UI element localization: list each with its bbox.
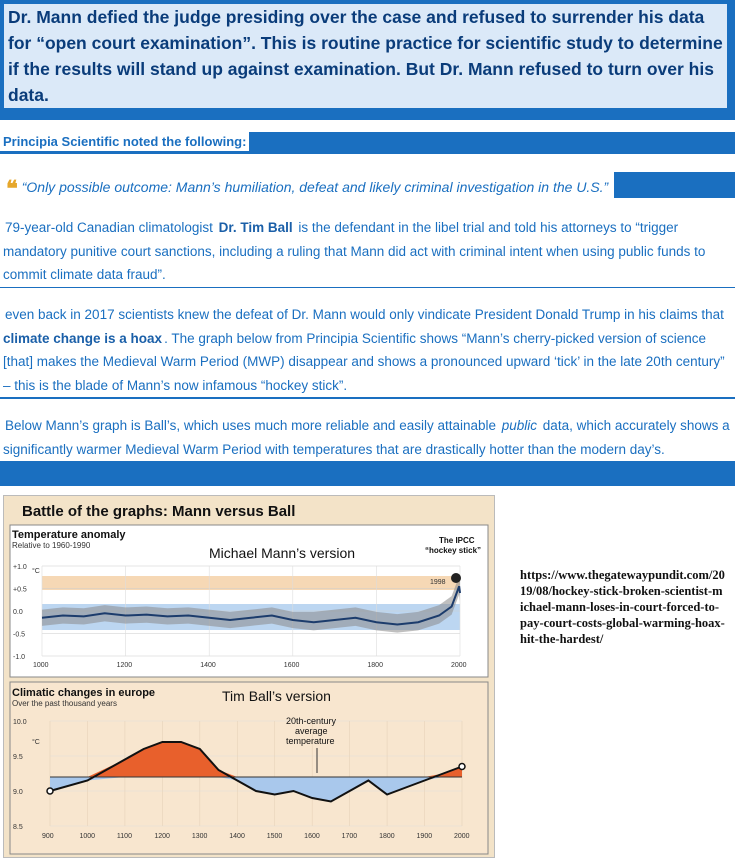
mann-1998-marker xyxy=(451,573,461,583)
intro-block xyxy=(0,0,735,120)
quote-mark-icon: ❝ xyxy=(6,176,18,201)
quote-block xyxy=(0,172,735,201)
mann-unit: °C xyxy=(32,568,40,575)
ball-end-marker xyxy=(459,764,465,770)
ball-y-tick-label: 10.0 xyxy=(13,719,27,726)
para3-text-c: data, which accurately shows a significantly warmer Medieval Warm Period with temperatures that are drastically hotter than the modern day’s. xyxy=(3,418,730,457)
ball-x-tick-label: 1600 xyxy=(304,833,320,840)
mann-x-tick-label: 1000 xyxy=(33,662,49,669)
ball-version-label: Tim Ball’s version xyxy=(222,688,331,704)
quote-text: “Only possible outcome: Mann’s humiliation, defeat and likely criminal investigation in the U.S.” xyxy=(21,179,609,195)
ball-x-tick-label: 1800 xyxy=(379,833,395,840)
para2-text-a: even back in 2017 scientists knew the defeat of Dr. Mann would only vindicate President Donald Trump in his claims that xyxy=(5,307,724,322)
ball-panel-sub: Over the past thousand years xyxy=(12,699,117,708)
mann-warm-band xyxy=(42,576,460,590)
mann-y-tick-label: 0.0 xyxy=(13,609,23,616)
mann-y-tick-label: -1.0 xyxy=(13,654,26,661)
ball-y-tick-label: 9.5 xyxy=(13,754,23,761)
ball-x-tick-label: 1700 xyxy=(341,833,358,840)
ball-x-tick-label: 1200 xyxy=(154,833,170,840)
subhead-text: Principia Scientific noted the following: xyxy=(0,132,249,151)
para2-text-c: . The graph below from Principia Scientific shows “Mann’s cherry-picked version of science [that] makes the Medieval Warm Period (MWP) disappear and shows a pronounced upward ‘tick’ in the late 20th century” – this is the blade of Mann’s now infamous “hockey stick”. xyxy=(3,330,725,393)
ball-y-tick-label: 8.5 xyxy=(13,824,23,831)
mann-x-tick-label: 1400 xyxy=(200,662,216,669)
mann-x-tick-label: 1200 xyxy=(116,662,133,669)
ball-start-marker xyxy=(47,788,53,794)
mann-panel-sub: Relative to 1960-1990 xyxy=(12,541,91,550)
para1-text-c: is the defendant in the libel trial and told his attorneys to “trigger mandatory punitive court sanctions, including a ruling that Mann did act with criminal intent when using public funds to commit climate data fraud”. xyxy=(3,220,706,282)
intro-text: Dr. Mann defied the judge presiding over the case and refused to surrender his data for “open court examination”. This is routine practice for scientific study to determine if the results will stand up against examination. But Dr. Mann refused to turn over his data. xyxy=(4,4,727,108)
para1-text-a: 79-year-old Canadian climatologist xyxy=(5,220,217,235)
battle-of-graphs-figure xyxy=(3,495,495,858)
mann-x-tick-label: 2000 xyxy=(451,662,467,669)
mann-x-tick-label: 1600 xyxy=(283,662,300,669)
ball-x-tick-label: 1000 xyxy=(79,833,96,840)
ball-x-tick-label: 1900 xyxy=(416,833,433,840)
ball-annotation: 20th-century average temperature xyxy=(286,716,337,746)
mann-panel-title: Temperature anomaly xyxy=(12,529,126,541)
paragraph-2 xyxy=(0,303,735,399)
ball-x-tick-label: 1300 xyxy=(191,833,208,840)
ball-x-tick-label: 900 xyxy=(42,833,54,840)
mann-annotation-ipcc: The IPCC “hockey stick” xyxy=(425,536,482,555)
mann-annotation-1998: 1998 xyxy=(430,579,446,586)
mann-y-tick-label: +1.0 xyxy=(13,564,27,571)
ball-unit: °C xyxy=(32,739,40,746)
source-url[interactable]: https://www.thegatewaypundit.com/2019/08/hockey-stick-broken-scientist-michael-mann-loses-in-court-forced-to-pay-court-costs-global-warming-hoax-hit-the-hardest/ xyxy=(520,568,725,646)
ball-x-tick-label: 1500 xyxy=(266,833,283,840)
paragraph-1 xyxy=(0,216,735,288)
para1-bold: Dr. Tim Ball xyxy=(218,220,293,235)
para2-bold: climate change is a hoax xyxy=(3,330,163,346)
mann-y-tick-label: +0.5 xyxy=(13,586,27,594)
graph-svg xyxy=(4,496,494,857)
ball-y-tick-label: 9.0 xyxy=(13,789,23,796)
ball-panel-title: Climatic changes in europe xyxy=(12,687,156,699)
ball-x-tick-label: 1400 xyxy=(229,833,245,840)
mann-x-tick-label: 1800 xyxy=(367,662,383,669)
ball-x-tick-label: 1100 xyxy=(116,833,132,840)
para3-italic: public xyxy=(501,418,538,433)
paragraph-3 xyxy=(0,414,735,486)
figure-title: Battle of the graphs: Mann versus Ball xyxy=(22,503,296,520)
mann-y-tick-label: -0.5 xyxy=(13,631,26,639)
ball-x-tick-label: 2000 xyxy=(454,833,470,840)
mann-version-label: Michael Mann’s version xyxy=(209,545,356,561)
subhead xyxy=(0,132,735,154)
para3-text-a: Below Mann’s graph is Ball’s, which uses much more reliable and easily attainable xyxy=(5,418,500,433)
